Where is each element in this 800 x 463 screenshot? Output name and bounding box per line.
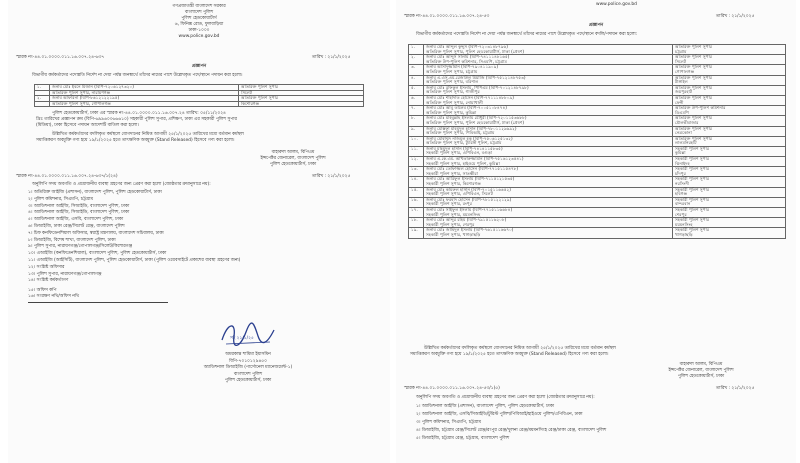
signatory-line: বিপি-৭০১০১২৯৪৫০ [228,358,268,364]
left-memo-number: স্মারক নং-৪৪.০১.০০০০.০১১.১৬.০০৭.২৪-৬৩৭ [16,55,105,60]
row-number: ১. [409,45,424,55]
new-post: সহকারী পুলিশ সুপার [673,197,786,202]
new-location: টাঙ্গাইল [673,80,786,85]
officer-name: জনাব মোহাম্মদ নাজমুল হক (বিপি-৭৫০৬১২৫১৩২) [424,136,673,141]
row-number: ১৫. [409,187,424,197]
row-number: ১৯. [409,228,424,238]
signatory-line: বাংলাদেশ পুলিশ [233,371,263,377]
officer-name: জনাব মোঃ মহিবুল্লাহ ইসলাম চৌধুরী (বিপি-৭২০১১৫৩৬৮৮) [424,116,673,121]
current-post: সহকারী পুলিশ সুপার, খাগড়াছড়ি [424,233,673,238]
copy-recipient: ১। অ্যাডিশনাল আইজি (প্রশাসন), বাংলাদেশ পুলিশ, পুলিশ হেডকোয়ার্টার্স, ঢাকা [416,404,555,409]
new-location: ঝিনাইদহ [673,162,786,167]
copy-recipient: ৪। অ্যাডিশনাল আইজি, সিআইডি, বাংলাদেশ পুলিশ, ঢাকা [28,210,130,216]
left-release-5: সমাপ্তিকরণ অবমুক্তি গণ্য হয়ে ১৯/১/২০২৫ হতে তাৎক্ষণিক অবমুক্ত (Stand Released) হিসেবে গণ্য করা হলো। [36,138,235,143]
new-post: সহকারী পুলিশ সুপার [673,167,786,172]
copy-recipient: ১৪। সংশ্লিষ্ট কর্মকর্তাগণ [28,278,69,284]
posting: অতিরিক্ত পুলিশ সুপার [239,96,364,102]
officer-name: জনাব মোঃ তোফাজ্জল হোসেন (বিপি-৭৭১৫১১৫৪৭৮) [424,167,673,172]
current-post: সহকারী পুলিশ সুপার, শেরপুর [424,223,673,228]
left-posting-table [34,84,364,107]
current-post: সহকারী পুলিশ সুপার, রংপুর [424,202,673,207]
copy-recipient: ৪। ডিআইজি, চট্টগ্রাম রেঞ্জ/সিলেট রেঞ্জ/রংপুর রেঞ্জ/খুলনা রেঞ্জ/ময়মনসিংহ রেঞ্জ/ঢাকা রেঞ্জ, বাংলাদেশ পুলিশ [416,428,607,433]
row-number: ১৬. [409,197,424,207]
row-number: ২. [35,96,50,102]
row-number: ৯. [409,126,424,136]
current-post: সহকারী পুলিশ সুপার, এপিবিএন, বগুড়া [424,151,673,156]
copy-recipient: ৯। পুলিশ সুপার, নারায়ণগঞ্জ/গোপালগঞ্জ/সিলেট/কিশোরগঞ্জ [28,244,133,250]
letterhead-line: বাংলাদেশ পুলিশ [184,10,214,15]
officer-name: জনাব মোঃ আব্দুস সালাম (বিপি-৭৪১১১৪৮১৬৫) [424,55,673,60]
new-post: সহকারী পুলিশ সুপার [673,218,786,223]
copy-recipient: ৫। অ্যাডিশনাল আইজি, এসবি, বাংলাদেশ পুলিশ, ঢাকা [28,217,124,223]
officer-name: জনাব আসাদুজ্জামান (বিপি-৭৯০৪১১৯০৯) [424,65,673,70]
current-post: অতিরিক্ত উপ-পুলিশ কমিশনার, সিএমপি, চট্টগ্রাম [424,60,673,65]
right-memo-number: স্মারক নং-৪৪.০১.০০০০.০১১.১৬.০০৭.২৪-৫৩ [404,14,490,19]
letterhead-line: www.police.gov.bd [178,34,220,39]
new-location: নেত্রকোনা [673,131,786,136]
table-row [35,101,364,107]
current-post: সহকারী পুলিশ সুপার, কিশোরগঞ্জ [424,182,673,187]
left-date: তারিখ : ২১/১/২০২৫ [312,55,351,60]
officer-name: জনাব মোঃ জাহিদুল ইসলাম (বিপি-৭৬১৫১১৬৬৭০) [424,228,673,233]
signatory-line: অ্যাডিশনাল ডিআইজি (পার্সোনেল ম্যানেজমেন্ট-১) [203,365,293,370]
new-post: সহকারী পুলিশ সুপার [673,187,786,192]
copy-recipient: ২। পুলিশ কমিশনার, সিএমপি, চট্টগ্রাম [28,196,93,202]
copy-recipient: ১৩। পুলিশ সুপার, নারায়ণগঞ্জ/গোপালগঞ্জ [28,271,102,277]
copy-recipient: ২। অ্যাডিশনাল আইজি, এসবি/সিআইডি/টুরিস্ট পুলিশ/পিবিআই/হাইওয়ে পুলিশ/এপিবিএন, ঢাকা [416,412,583,417]
officer-name: জনাব মোঃ আব্দুল কুদ্দুস (বিপি-৭২০৩১৪৮৭৯৬) [424,45,673,50]
new-location: হবিগঞ্জ [673,192,786,197]
new-location: চট্টগ্রাম [673,50,786,55]
signer-line: পুলিশ হেডকোয়ার্টার্স, ঢাকা [677,374,725,379]
new-post: সহকারী পুলিশ সুপার [673,208,786,213]
new-post: অতিরিক্ত পুলিশ সুপার [673,75,786,80]
signer-line: বাহারুল আলম, বিপিএম [679,362,723,367]
current-post: সহকারী পুলিশ সুপার, হাইওয়ে পুলিশ, কুমিল্লা [424,162,673,167]
right-website: www.police.gov.bd [596,2,637,7]
new-location: চাঁদপুর [673,172,786,177]
row-number: ১৮. [409,218,424,228]
row-number: ১. [35,85,50,91]
officer-name: জনাব মাহমুদুল হাসান (বিপি-৭৪১৪১১৫৮৩৫) [424,146,673,151]
current-post: সহকারী পুলিশ সুপার, সাতক্ষীরা [424,172,673,177]
row-number: ২. [409,55,424,65]
right-release-2: সমাপ্তিকরণ অবমুক্তি গণ্য হয়ে ১৯/১/২০২৫ হতে তাৎক্ষণিক অবমুক্ত (Stand Released) হিসেবে গণ্য করা হলো। [410,352,609,357]
right-copy-intro: অনুলিপি সদয় অবগতি ও প্রয়োজনীয় ব্যবস্থা গ্রহণের জন্য প্রেরণ করা হলো (জ্যেষ্ঠতার ক্রমানুসারে নয়): [416,395,595,400]
officer-name: জনাব মোঃ আব্দুর রহিম (বিপি-৭৯১৫১১৬২০৮) [424,218,673,223]
new-location: সিলেট [673,60,786,65]
left-intro: বিভাগীয় কর্মকর্তাদের পদোন্নতি নির্দেশ না দেয়া পর্যন্ত জনস্বার্থে তাঁদের নামের পাশে উল্লেখকৃত পদে/স্থানে পদায়ন করা হলো। [32,73,243,78]
new-post: অতিরিক্ত পুলিশ সুপার [673,85,786,90]
new-location: ডিএমপি [673,111,786,116]
new-post: অতিরিক্ত পুলিশ সুপার [673,136,786,141]
new-location: বান্দরবান [673,202,786,207]
new-post: অতিরিক্ত পুলিশ সুপার [673,65,786,70]
left-release-4: উল্লিখিত কর্মকর্তাদের বদলিকৃত কর্মস্থলে যোগদানের নিমিত্ত আগামী ২৫/১/২০২৫ তারিখের মধ্যে বর্তমান কর্মস্থল [52,132,244,137]
officer-name: জনাব মোঃ আরিফুল ইসলাম (বিপি-৭১১৫১২১৫৩৫) [424,177,673,182]
signature-text: সই ২১/১/২৫ [230,336,254,341]
row-number: ৪. [409,75,424,85]
new-location: ময়মনসিংহ [673,223,786,228]
signatory-line: অমরকান্ত শামিমা ইয়াসমিন [225,352,271,357]
table-row-sub [409,233,786,238]
current-post: সহকারী পুলিশ সুপার, এপিবিএন, সিলেট [424,192,673,197]
officer-name: জনাব মোঃ কামরুল হাসান (বিপি-৭০১৫১১৬৬৫২) [424,187,673,192]
right-date: তারিখ : ২১/১/২০২৫ [716,14,755,19]
copy-recipient: ১০। এআইজি (কনফিডেনশিয়াল), বাংলাদেশ পুলিশ, পুলিশ হেডকোয়ার্টার্স, ঢাকা [28,251,167,257]
copy-recipient: ৩। পুলিশ কমিশনার, সিএমপি, চট্টগ্রাম [416,420,481,425]
extra-recipient: ১৫। অফিস কপি [28,288,57,293]
officer-name: জনাব মোঃ ফরহাদ হোসেন (বিপি-৭৮১৫১২২১২৯) [424,197,673,202]
posting: কিশোরগঞ্জ [239,101,364,107]
row-number: ৫. [409,85,424,95]
left-release-2: খ্রিঃ তারিখের প্রজ্ঞাপন ক্রম (বিপি-৬৯৯৬০০৬৬৬১০) সহকারী পুলিশ সুপার, প্রশিক্ষণ, ঢাকা এর সহকারী পুলিশ সুপার [36,117,237,122]
officer-name: জনাব এ.এস.এম.রেজাউল মিয়াজি (বিপি-৭৫১২১৪৮৭৫৩) [424,75,673,80]
new-post: সহকারী পুলিশ সুপার [673,157,786,162]
new-post: সহকারী পুলিশ সুপার [673,146,786,151]
row-number: ৭. [409,106,424,116]
left-memo-number-2: স্মারক নং-৪৪.০১.০০০০.০১১.১৬.০০৭.২৪-৬৩৭/১(২৪) [16,174,118,179]
row-number [35,101,50,107]
new-post: অতিরিক্ত পুলিশ সুপার [673,126,786,131]
new-post: অতিরিক্ত পুলিশ সুপার [673,95,786,100]
posting: সিলেট [239,90,364,96]
right-title: প্রজ্ঞাপন [588,23,604,28]
current-post: অতিরিক্ত পুলিশ সুপার, চট্টগ্রাম [424,70,673,75]
officer-name: অতিরিক্ত পুলিশ সুপার, নারায়ণগঞ্জ [50,90,239,96]
officer-name: জনাব মোঃ আবু তালেব (বিপি-৭০০৫১০৮৪৭৪) [424,106,673,111]
copy-recipient: ৫। ডিআইজি, চট্টগ্রাম রেঞ্জ, চট্টগ্রাম, বাংলাদেশ পুলিশ [416,436,510,441]
letterhead-line: পুলিশ হেডকোয়ার্টার্স [181,16,217,21]
new-location: কুমিল্লা [673,151,786,156]
copy-recipient: ৩। অ্যাডিশনাল আইজি, সিআইডি, বাংলাদেশ পুলিশ, ঢাকা [28,203,130,209]
row-number: ১২. [409,157,424,167]
officer-name: জনাব মোঃ ইবনে মিজান (বিপি-৭২০৬১২৭৩২০) [50,85,239,91]
left-document-page [8,0,390,463]
row-number: ১০. [409,136,424,146]
new-post: সহকারী পুলিশ সুপার [673,228,786,233]
new-location: জয়পুরহাট [673,90,786,95]
new-post: অতিরিক্ত পুলিশ সুপার [673,116,786,121]
new-location: শেরপুর [673,213,786,218]
current-post: সহকারী পুলিশ সুপার, ময়মনসিংহ [424,213,673,218]
row-number: ৮. [409,116,424,126]
new-post: অতিরিক্ত উপ-পুলিশ কমিশনার [673,106,786,111]
letterhead-line: গণপ্রজাতন্ত্রী বাংলাদেশ সরকার [172,4,226,9]
new-location: গোপালগঞ্জ [673,70,786,75]
row-number: ১৪. [409,177,424,187]
officer-name: জনাব আফরিনা (বিপি-৮৬১২১২২১৯৫) [50,96,239,102]
current-post: অতিরিক্ত পুলিশ সুপার, পুলিশ হেডকোয়ার্টার্স, ঢাকা (প্রেষণ) [424,121,673,126]
left-release-1: পুলিশ হেডকোয়ার্টার্স, ঢাকা এর স্মারক নং-৪৪.০১.০০০০.০১১.১৬.০০৭.২৪ তারিখ: ০৫/১১/২০২৪ [52,111,226,116]
right-document-page [396,0,796,463]
right-posting-table [408,44,786,239]
current-post: অতিরিক্ত পুলিশ সুপার, ট্যুরিস্ট পুলিশ, চট্টগ্রাম [424,141,673,146]
new-post: সহকারী পুলিশ সুপার [673,177,786,182]
copy-recipient: ৬। ডিআইজি, ঢাকা রেঞ্জ/সিলেট রেঞ্জ, বাংলাদেশ পুলিশ [28,224,125,229]
officer-name: জনাব মোঃ শাহাদাত হোসেন (বিপি-৭৭১১১৪৮৮০৯) [424,95,673,100]
new-location: খাগড়াছড়ি [673,233,786,238]
right-date-2: তারিখ : ২১/১/২০২৫ [716,386,755,391]
row-number: ১৭. [409,208,424,218]
current-post: অতিরিক্ত পুলিশ সুপার, কুমিল্লা [424,111,673,116]
copy-recipient: ১। অতিরিক্ত আইজি (প্রশাসন), বাংলাদেশ পুলিশ, পুলিশ হেডকোয়ার্টার্স, ঢাকা [28,190,162,195]
row-number: ৩. [409,65,424,75]
posting: অতিরিক্ত পুলিশ সুপার [239,85,364,91]
copy-recipient: ৮। ডিআইজি, বিশেষ শাখা, বাংলাদেশ পুলিশ, ঢাকা [28,237,116,243]
copy-recipient: ১১। এআইজি (আইসিটি), বাংলাদেশ পুলিশ, পুলিশ হেডকোয়ার্টার্স, ঢাকা (পুলিশ ওয়েবসাইটে প্রকাশের ব্যবস্থা গ্রহণের জন্য) [28,258,241,263]
row-number: ৬. [409,95,424,105]
left-release-3: (মিডিয়া), ঢাকা হিসেবে পদায়ন আদেশটি বাতিল করা হলো। [36,123,139,128]
officer-name: জনাব এ.কে.এম. আখতারুজ্জামান (বিপি-৭৫১৬১২৩৫৪১) [424,157,673,162]
left-copy-intro: অনুলিপি সদয় অবগতি ও প্রয়োজনীয় ব্যবস্থা গ্রহণের জন্য প্রেরণ করা হলো (জ্যেষ্ঠতার ক্রমানুসারে নয়): [32,182,211,187]
right-memo-number-2: স্মারক নং-৪৪.০১.০০০০.০১১.১৬.০০৭.২৪-৫৩/১(৫) [404,386,500,391]
row-number: ১৩. [409,167,424,177]
new-post: অতিরিক্ত পুলিশ সুপার [673,45,786,50]
right-release-1: উল্লিখিত কর্মকর্তাদের বদলিকৃত কর্মস্থলে যোগদানের নিমিত্ত আগামী ২৫/১/২০২৫ তারিখের মধ্যে বর্তমান কর্মস্থল [424,346,616,351]
officer-name: অতিরিক্ত পুলিশ সুপার, গোপালগঞ্জ [50,101,239,107]
letterhead-line: ঢাকা-১০০০ [188,28,210,33]
current-post: অতিরিক্ত পুলিশ সুপার, পিবিআই, চট্টগ্রাম [424,131,673,136]
new-location: মৌলভীবাজার [673,121,786,126]
new-location: লালমনিরহাট [673,141,786,146]
left-divider [28,302,168,303]
copy-recipient: ৭। চিফ কনফিডেনশিয়াল অফিসার, স্বরাষ্ট্র মন্ত্রণালয়, বাংলাদেশ সচিবালয়, ঢাকা [28,230,164,236]
current-post: অতিরিক্ত পুলিশ সুপার, বরিশাল [424,80,673,85]
row-number: ১১. [409,146,424,156]
signatory-line: পুলিশ হেডকোয়ার্টার্স, ঢাকা [224,378,272,383]
officer-name: জনাব মোঃ সাইফুল ইসলাম (বিপি-৭৭১৫১১৬৬৮৪) [424,208,673,213]
new-location: নরসিংদী [673,182,786,187]
left-title: প্রজ্ঞাপন [191,64,207,69]
left-date-2: তারিখ : ২১/১/২০২৫ [312,174,351,179]
letterhead-line: ৬, ফিনিক্স রোড, ফুলবাড়িয়া [174,22,224,27]
signer-line: ইন্সপেক্টর জেনারেল, বাংলাদেশ পুলিশ [260,156,326,161]
right-intro: বিভাগীয় কর্মকর্তাদের পদোন্নতি নির্দেশ না দেয়া পর্যন্ত জনস্বার্থে তাঁদের নামের পাশে উল্লেখকৃত পদে/স্থানে বদলি/পদায়ন করা হলো: [416,32,638,37]
signer-line: পুলিশ হেডকোয়ার্টার্স, ঢাকা [269,162,317,167]
current-post: অতিরিক্ত পুলিশ সুপার, নোয়াখালী [424,101,673,106]
officer-name: জনাব মোঃ রফিকুল ইসলাম, পিপিএম (বিপি-৭০১২১৪৮৭৯৮) [424,85,673,90]
current-post: অতিরিক্ত পুলিশ সুপার, গাজীপুর [424,90,673,95]
officer-name: জনাব মোস্তফা মাহমুদুল হাসান (বিপি-৭৮০১১২৯৬৯২) [424,126,673,131]
signer-line: ইন্সপেক্টর জেনারেল, বাংলাদেশ পুলিশ [668,368,734,373]
current-post: অতিরিক্ত পুলিশ সুপার, পুলিশ হেডকোয়ার্টার্স, ঢাকা (প্রেষণ) [424,50,673,55]
new-post: অতিরিক্ত পুলিশ সুপার [673,55,786,60]
extra-recipient: ১৬। সংরক্ষণ নথি/অফিস নথি [28,294,79,299]
new-location: ফেনী [673,101,786,106]
copy-recipient: ১২। সংশ্লিষ্ট অফিসার [28,264,65,270]
signature-scribble [218,318,278,350]
signer-line: বাহারুল আলম, বিপিএম [271,150,315,155]
